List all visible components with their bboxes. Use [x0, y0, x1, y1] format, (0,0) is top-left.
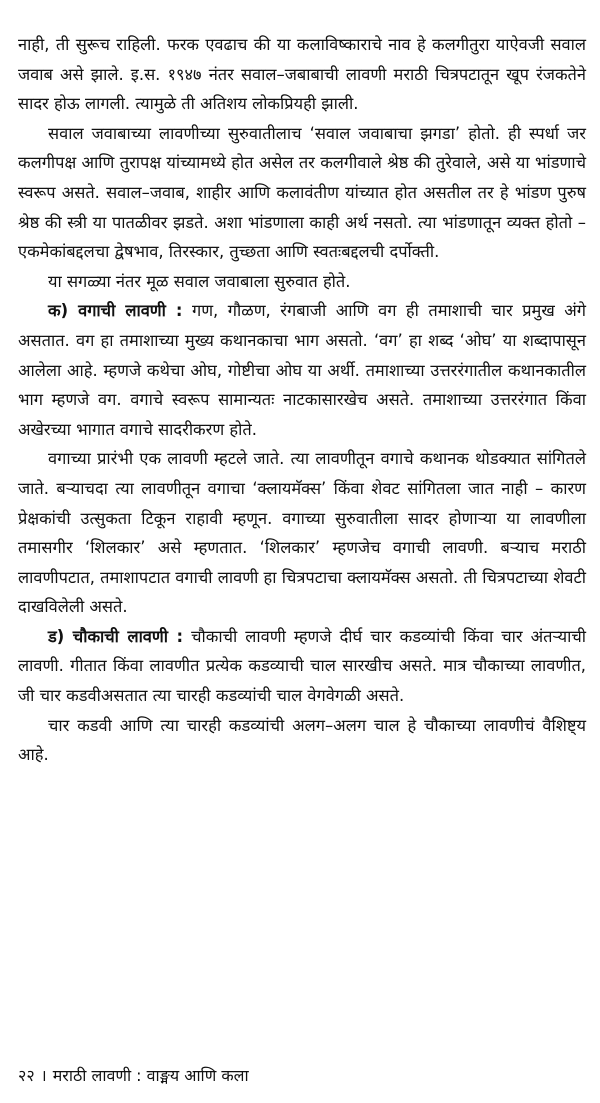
paragraph-text: वगाच्या प्रारंभी एक लावणी म्हटले जाते. त्या लावणीतून वगाचे कथानक थोडक्यात सांगितले जाते. बऱ्याचदा त्या लावणीतून वगाचा ‘क्लायमॅक्स’ किंवा शेवट सांगितला जात नाही – कारण प्रेक्षकांची उत्सुकता टिकून राहावी म्हणून. वगाच्या सुरुवातीला सादर होणाऱ्या या लावणीला तमासगीर ‘शिलकार’ असे म्हणतात. ‘शिलकार’ म्हणजेच वगाची लावणी. बऱ्याच मराठी लावणीपटात, तमाशापटात वगाची लावणी हा चित्रपटाचा क्लायमॅक्स असतो. ती चित्रपटाच्या शेवटी दाखविलेली असते. — [18, 449, 586, 617]
paragraph-chaukachi-feature — [18, 711, 586, 770]
paragraph-text: नाही, ती सुरूच राहिली. फरक एवढाच की या कलाविष्काराचे नाव हे कलगीतुरा याऐवजी सवाल जवाब असे झाले. इ.स. १९४७ नंतर सवाल–जबाबाची लावणी मराठी चित्रपटातून खूप रंजकतेने सादर होऊ लागली. त्यामुळे ती अतिशय लोकप्रियही झाली. — [18, 35, 586, 114]
paragraph-sawal-jawab-start — [18, 267, 586, 297]
paragraph-text: गण, गौळण, रंगबाजी आणि वग ही तमाशाची चार प्रमुख अंगे असतात. वग हा तमाशाच्या मुख्य कथानकाचा भाग असतो. ‘वग’ हा शब्द ‘ओघ’ या शब्दापासून आलेला आहे. म्हणजे कथेचा ओघ, गोष्टीचा ओघ या अर्थी. तमाशाच्या उत्तररंगातील कथानकातील भाग म्हणजे वग. वगाचे स्वरूप सामान्यतः नाटकासारखेच असते. तमाशाच्या उत्तररंगात किंवा अखेरच्या भागात वगाचे सादरीकरण होते. — [18, 301, 586, 439]
section-heading-chaukachi-lavani: ड) चौकाची लावणी : — [48, 626, 184, 646]
footer-separator: । — [40, 1066, 47, 1085]
paragraph-chaukachi-lavani — [18, 622, 586, 711]
page-number: २२ — [18, 1066, 35, 1085]
book-title: मराठी लावणी : वाङ्मय आणि कला — [52, 1066, 249, 1085]
page-footer — [18, 1064, 249, 1088]
section-heading-vagachi-lavani: क) वगाची लावणी : — [48, 301, 183, 321]
paragraph-vagachi-lavani — [18, 296, 586, 444]
paragraph-sawal-jawab-dispute — [18, 119, 586, 267]
paragraph-continuation — [18, 30, 586, 119]
paragraph-text: या सगळ्या नंतर मूळ सवाल जवाबाला सुरुवात होते. — [48, 271, 351, 291]
paragraph-shilkar — [18, 444, 586, 622]
paragraph-text: चार कडवी आणि त्या चारही कडव्यांची अलग–अलग चाल हे चौकाच्या लावणीचं वैशिष्ट्य आहे. — [18, 715, 586, 765]
paragraph-text: चौकाची लावणी म्हणजे दीर्घ चार कडव्यांची किंवा चार अंतऱ्याची लावणी. गीतात किंवा लावणीत प्रत्येक कडव्याची चाल सारखीच असते. मात्र चौकाच्या लावणीत, जी चार कडवीअसतात त्या चारही कडव्यांची चाल वेगवेगळी असते. — [18, 626, 586, 706]
paragraph-text: सवाल जवाबाच्या लावणीच्या सुरुवातीलाच ‘सवाल जवाबाचा झगडा’ होतो. ही स्पर्धा जर कलगीपक्ष आणि तुरापक्ष यांच्यामध्ये होत असेल तर कलगीवाले श्रेष्ठ की तुरेवाले, असे या भांडणाचे स्वरूप असते. सवाल–जवाब, शाहीर आणि कलावंतीण यांच्यात होत असतील तर हे भांडण पुरुष श्रेष्ठ की स्त्री या पातळीवर झडते. अशा भांडणाला काही अर्थ नसतो. त्या भांडणातून व्यक्त होतो – एकमेकांबद्दलचा द्वेषभाव, तिरस्कार, तुच्छता आणि स्वतःबद्दलची दर्पोक्ती. — [18, 123, 586, 262]
